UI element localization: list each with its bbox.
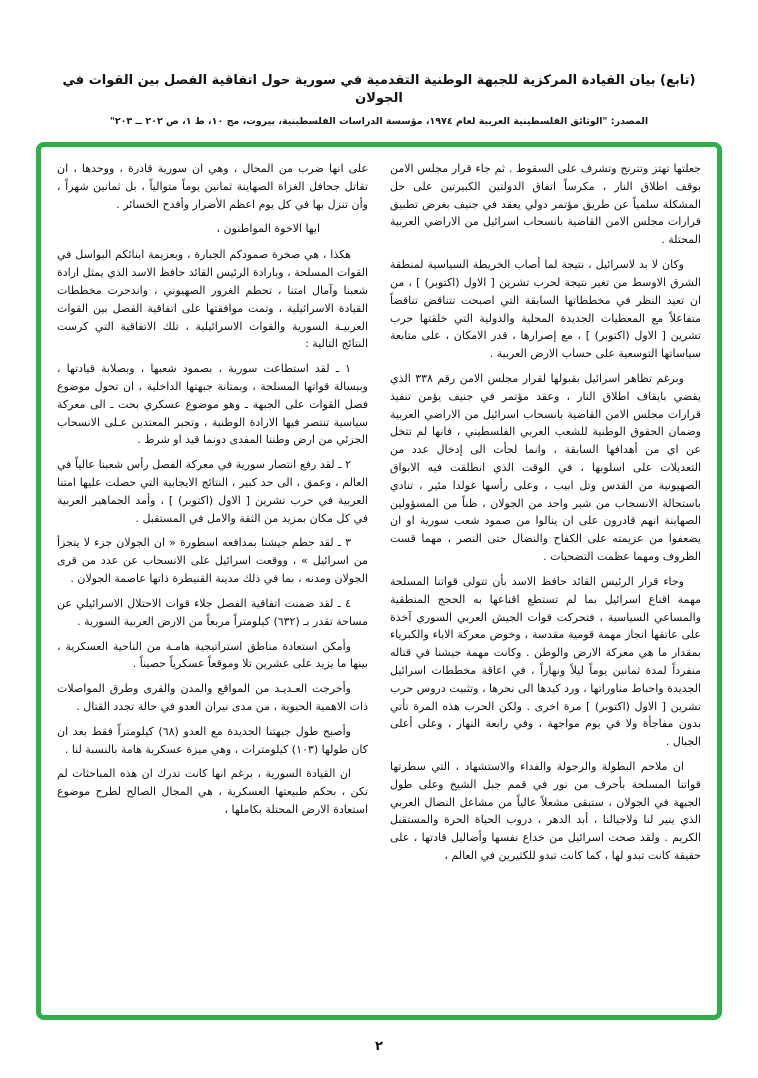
paragraph-salutation: ايها الاخوة المواطنون ، [216, 222, 320, 236]
paragraph: على انها ضرب من المحال ، وهي ان سورية قادرة ، ووحدها ، ان تقاتل جحافل الغزاة الصهاينة ثمانين يوماً متوالياً ، بل ثمانين شهراً ، وأن تنزل بها في كل يوم اعظم الأضرار وأفدح الخسائر . [57, 162, 368, 211]
paragraph: وبرغم تظاهر اسرائيل بقبولها لقرار مجلس الامن رقم ٣٣٨ الذي يقضي بايقاف اطلاق النار ، وعقد مؤتمر في جنيف يؤمن تنفيذ قرارات مجلس الامن القاضية بانسحاب اسرائيل من الاراضي العربية وضمان الحقوق الوطنية للشعب العربي الفلسطيني ، فانها لم تتخل عن اي من أهدافها السابقة ، وانما لجأت الى إدخال عدد من التعديلات على اسلوبها ، في الوقت الذي انطلقت فيه الابواق الصهيونية من القدس وتل ابيب ، وعلى رأسها غولدا مئير ، تنادي باستحالة الانسحاب من شبر واحد من الجولان ، ظناً من المسؤولين الصهاينة انهم قادرون على ان ينالوا من صمود شعب سورية او ان يضعفوا من عزيمته على الكفاح والنضال حتى النصر ، مهما قست الظروف ومهما عظمت التضحيات . [390, 371, 701, 564]
paragraph-numbered-4: ٤ ـ لقد ضمنت اتفاقية الفصل جلاء قوات الاحتلال الاسرائيلي عن مساحة تقدر بـ (٦٣٢) كيلومتراً مربعاً من الارض العربية السورية . [57, 596, 368, 628]
paragraph: ان ملاحم البطولة والرجولة والفداء والاستشهاد ، التي سطرتها قواتنا المسلحة بأحرف من نور في قمم جبل الشيخ وعلى طول الجبهة في الجولان ، ستبقى مشعلاً عالياً من مشاعل النضال العربي الذي ينير لنا ولاجيالنا ، أبد الدهر ، دروب الحياة الحرة والمستقبل الكريم . ولقد صحت اسرائيل من خداع نفسها وأضاليل قادتها ، على حقيقة كانت تبدو لها ، كما كانت تبدو للكثيرين في العالم ، [390, 760, 701, 863]
content-border-box [36, 142, 722, 1020]
paragraph: وأصبح طول جبهتنا الجديدة مع العدو (٦٨) كيلومتراً فقط بعد ان كان طولها (١٠٣) كيلومترات ، وهي ميزة عسكرية هامة بالنسبة لنا . [57, 724, 368, 756]
page-number: ٢ [375, 1039, 383, 1054]
column-right [390, 160, 701, 1002]
page-title: (تابع) بيان القيادة المركزية للجبهة الوطنية التقدمية في سورية حول اتفاقية الفصل بين القوات في الجولان [62, 73, 696, 106]
source-line: المصدر: "الوثائق الفلسطينية العربية لعام ١٩٧٤، مؤسسة الدراسات الفلسطينية، بيروت، مج ١٠، ط ١، ص ٢٠٢ ــ ٢٠٣" [109, 116, 649, 128]
paragraph: وأخرجت العـديـد من المواقع والمدن والقرى وطرق المواصلات ذات الاهمية الحيوية ، من مدى نيران العدو في حالة تجدد القتال . [57, 682, 368, 713]
paragraph: ان القيادة السورية ، برغم انها كانت تدرك ان هذه المباحثات لم تكن ، بحكم طبيعتها العسكرية ، هي المجال الصالح لطرح موضوع استعادة الارض المحتلة بكاملها ، [57, 767, 368, 816]
paragraph: جعلتها تهتز وتترنح وتشرف على السقوط . ثم جاء قرار مجلس الامن بوقف اطلاق النار ، مكرساً اتفاق الدولتين الكبيرتين على حل المشكلة سلمياً عن طريق مؤتمر دولي يعقد في جنيف بغرض تطبيق قرارات مجلس الامن القاضية بانسحاب اسرائيل من الاراضي العربية المحتلة . [390, 162, 701, 247]
document-header [0, 72, 758, 127]
column-left [57, 160, 368, 1002]
paragraph: وجاء قرار الرئيس القائد حافظ الاسد بأن تتولى قواتنا المسلحة مهمة اقناع اسرائيل بما لم تستطع اقناعها به الحجج المنطقية والمساعي السياسية ، فتحركت قوات الجيش العربي السوري آخذة على عاتقها انجاز مهمة قومية مقدسة ، وخوض معركة الاباء والكبرياء بمقدار ما هي معركة الارض والوطن . وكانت مهمة جيشنا في قتاله منفرداً لمدة ثمانين يوماً ليلاً ونهاراً ، في اعاقة مخططات اسرائيل الجديدة واحباط مناوراتها ، ورد كيدها الى نحرها ، وتثبيت دروس حرب تشرين [ الاول (اكتوبر) ] مرة اخرى . ولكن الحرب هذه المرة تأتي بدون مفاجأة ولا في يوم مواجهة ، وفي رابعة النهار ، وعلى أعلى الجبال . [390, 574, 701, 749]
paragraph: هكذا ، هي صخرة صمودكم الجبارة ، وبعزيمة ابنائكم البواسل في القوات المسلحة ، وبارادة الرئيس القائد حافظ الاسد الذي يمثل ارادة شعبنا وآمال امتنا ، تحطم الغرور الصهيوني ، واندحرت مخططات القيادة الاسرائيلية ، وتمت موافقتها على اتفاقية الفصل بين القوات العربيـة السورية والقوات الاسرائيلية ، تلك الاتفاقية التي كرست النتائج التالية : [57, 248, 368, 351]
paragraph: وأمكن استعادة مناطق استراتيجية هامـة من الناحية العسكرية ، بينها ما يزيد على عشرين تلا وموقعاً عسكرياً حصيناً . [57, 639, 368, 671]
paragraph-numbered-1: ١ ـ لقد استطاعت سورية ، بصمود شعبها ، وبصلابة قيادتها ، وببسالة قواتها المسلحة ، وبمتانة جبهتها الداخلية ، ان تحول موضوع فصل القوات على الجبهة ـ وهو موضوع عسكري بحت ـ الى معركة سياسية تنتصر فيها الارادة الوطنية ، وتجبر المعتدين عـلى الانسحاب الجزئي من ارض وطننا المفدى دونما قيد او شرط . [57, 362, 368, 447]
paragraph: وكان لا بد لاسرائيل ، نتيجة لما أصاب الخريطة السياسية لمنطقة الشرق الاوسط من تغير نتيجة لحرب تشرين [ الاول (اكتوبر) ] ، من ان تعيد النظر في مخططاتها السابقة التي اصبحت تتناقض تناقضاً متفاعلاً مع المعطيات الجديدة المحلية والدولية التي خلقتها حرب تشرين [ الاول (اكتوبر) ] ، مع إصرارها ، قدر الامكان ، على متابعة سياساتها التوسعية على حساب الارض العربية . [390, 258, 701, 361]
text-columns [57, 160, 701, 1002]
paragraph-numbered-2: ٢ ـ لقد رفع انتصار سورية في معركة الفصل رأس شعبنا عالياً في العالم ، وعمق ، الى حد كبير ، النتائج الايجابية التي حصلت عليها امتنا العربية في حرب تشرين [ الاول (اكتوبر) ] ، وأمد الجماهير العربية في كل مكان بمزيد من الثقة والامل في المستقبل . [57, 458, 368, 525]
paragraph-numbered-3: ٣ ـ لقد حطم جيشنا بمدافعه اسطورة « ان الجولان جزء لا يتجزأ من اسرائيل » ، ووقعت اسرائيل على الانسحاب عن عدد من قرى الجولان ومدنه ، بما في ذلك مدينة القنيطرة ذاتها عاصمة الجولان . [57, 536, 368, 586]
